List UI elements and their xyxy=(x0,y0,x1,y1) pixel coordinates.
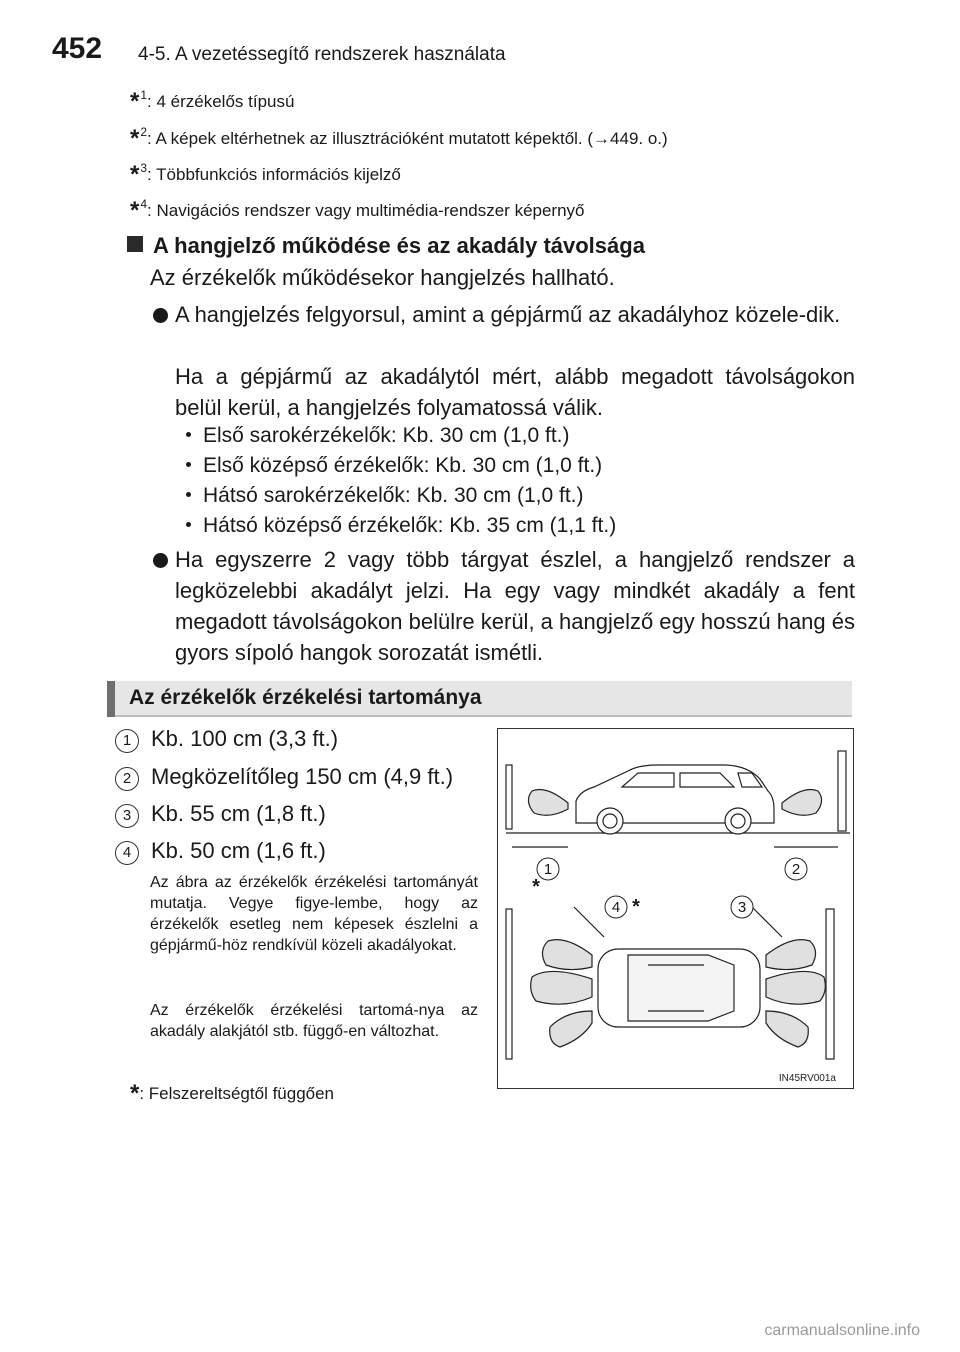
wall-right xyxy=(838,751,846,831)
legend-item-2: 2 Megközelítőleg 150 cm (4,9 ft.) xyxy=(115,764,453,791)
sub-bullet-icon xyxy=(186,522,191,527)
footnote-text: : 4 érzékelős típusú xyxy=(147,92,295,111)
rear-sensor-lobe xyxy=(782,790,822,816)
distance-item: Hátsó sarokérzékelők: Kb. 30 cm (1,0 ft.) xyxy=(186,484,583,508)
distance-item: Első középső érzékelők: Kb. 30 cm (1,0 ft.) xyxy=(186,454,602,478)
callout-4: 4 xyxy=(611,899,621,916)
section-header: 4-5. A vezetéssegítő rendszerek használata xyxy=(138,44,506,65)
bullet-icon xyxy=(153,308,168,323)
bullet-2-text: Ha egyszerre 2 vagy több tárgyat észlel, a hangjelző rendszer a legközelebbi akadályt jelzi. Ha egy vagy mindkét akadály a fent megadott távolságokon belülre kerül, a hangjelző egy hosszú hang és gyors sípoló hangok sorozatát ismétli. xyxy=(175,547,856,665)
footnote-2: *$^2$: A képek eltérhetnek az illusztrációként mutatott képektől. (→449. o.) xyxy=(130,125,668,152)
distance-item: Első sarokérzékelők: Kb. 30 cm (1,0 ft.) xyxy=(186,424,569,448)
footnote-mark: 2 xyxy=(140,125,148,139)
rear-corner-lobe xyxy=(766,1011,808,1047)
car-wheel xyxy=(597,808,623,834)
page-number: 452 xyxy=(52,32,103,65)
legend-item-3: 3 Kb. 55 cm (1,8 ft.) xyxy=(115,801,326,828)
footnote-3: *$^3$: Többfunkciós információs kijelző xyxy=(130,161,401,188)
sensor-range-figure xyxy=(497,728,854,1089)
wall-right-top xyxy=(826,909,834,1059)
callout-number: 3 xyxy=(115,804,139,828)
footnote-mark: 3 xyxy=(140,161,148,175)
distance-item: Hátsó középső érzékelők: Kb. 35 cm (1,1 ft.) xyxy=(186,514,616,538)
sensor-diagram xyxy=(498,729,853,1088)
front-center-lobe xyxy=(531,971,592,1004)
front-sensor-lobe xyxy=(528,790,568,816)
note-1: Az ábra az érzékelők érzékelési tartományát mutatja. Vegye figye-lembe, hogy az érzékelők esetleg nem képesek észlelni a gépjármű-höz rendkívül közeli akadályokat. xyxy=(150,874,478,954)
callout-1: 1 xyxy=(543,861,553,878)
rear-center-lobe xyxy=(766,971,825,1004)
star-mark: * xyxy=(532,876,540,898)
wall-left-top xyxy=(506,909,512,1059)
footnote-text: : A képek eltérhetnek az illusztrációként mutatott képektől. (→449. o.) xyxy=(147,129,668,148)
legend-item-4: 4 Kb. 50 cm (1,6 ft.) xyxy=(115,838,326,865)
range-arrow-4 xyxy=(574,907,604,937)
heading-square-icon xyxy=(127,236,143,252)
note-2: Az érzékelők érzékelési tartomá-nya az akadály alakjától stb. függő-en változhat. xyxy=(150,1002,478,1040)
watermark: carmanualsonline.info xyxy=(764,1322,920,1339)
intro-paragraph: Az érzékelők működésekor hangjelzés hallható. xyxy=(150,265,615,290)
sub-bullet-icon xyxy=(186,492,191,497)
footnote-mark: 1 xyxy=(140,88,148,102)
callout-number: 1 xyxy=(115,729,139,753)
front-corner-lobe xyxy=(542,940,592,970)
callout-3: 3 xyxy=(737,899,747,916)
section-heading: A hangjelző működése és az akadály távolsága xyxy=(127,233,645,259)
bullet-icon xyxy=(153,553,168,568)
range-section-header xyxy=(107,681,852,717)
footnote-text: : Navigációs rendszer vagy multimédia-rendszer képernyő xyxy=(147,201,585,220)
figure-code: IN45RV001a xyxy=(778,1073,836,1084)
footnote-1: *$^1$: 4 érzékelős típusú xyxy=(130,88,295,115)
bullet-1-text: A hangjelzés felgyorsul, amint a gépjármű az akadályhoz közele-dik. xyxy=(175,302,841,327)
callout-2: 2 xyxy=(791,861,801,878)
bullet-1-continuation: Ha a gépjármű az akadálytól mért, alább megadott távolságokon belül kerül, a hangjelzés folyamatossá válik. xyxy=(175,364,855,420)
rear-corner-lobe xyxy=(766,940,816,970)
legend-item-1: 1 Kb. 100 cm (3,3 ft.) xyxy=(115,726,338,753)
footnote-mark: 4 xyxy=(140,197,148,211)
footnote-star: *: Felszereltségtől függően xyxy=(130,1080,335,1107)
car-wheel xyxy=(725,808,751,834)
star-mark: * xyxy=(632,896,640,918)
footnote-4: *$^4$: Navigációs rendszer vagy multimédia-rendszer képernyő xyxy=(130,197,585,224)
front-corner-lobe xyxy=(550,1011,592,1047)
range-arrow-3 xyxy=(752,907,782,937)
wall-left xyxy=(506,765,512,829)
callout-number: 4 xyxy=(115,841,139,865)
range-section-title: Az érzékelők érzékelési tartománya xyxy=(129,686,482,709)
footnote-text: : Többfunkciós információs kijelző xyxy=(147,165,401,184)
sub-bullet-icon xyxy=(186,432,191,437)
sub-bullet-icon xyxy=(186,462,191,467)
callout-number: 2 xyxy=(115,767,139,791)
